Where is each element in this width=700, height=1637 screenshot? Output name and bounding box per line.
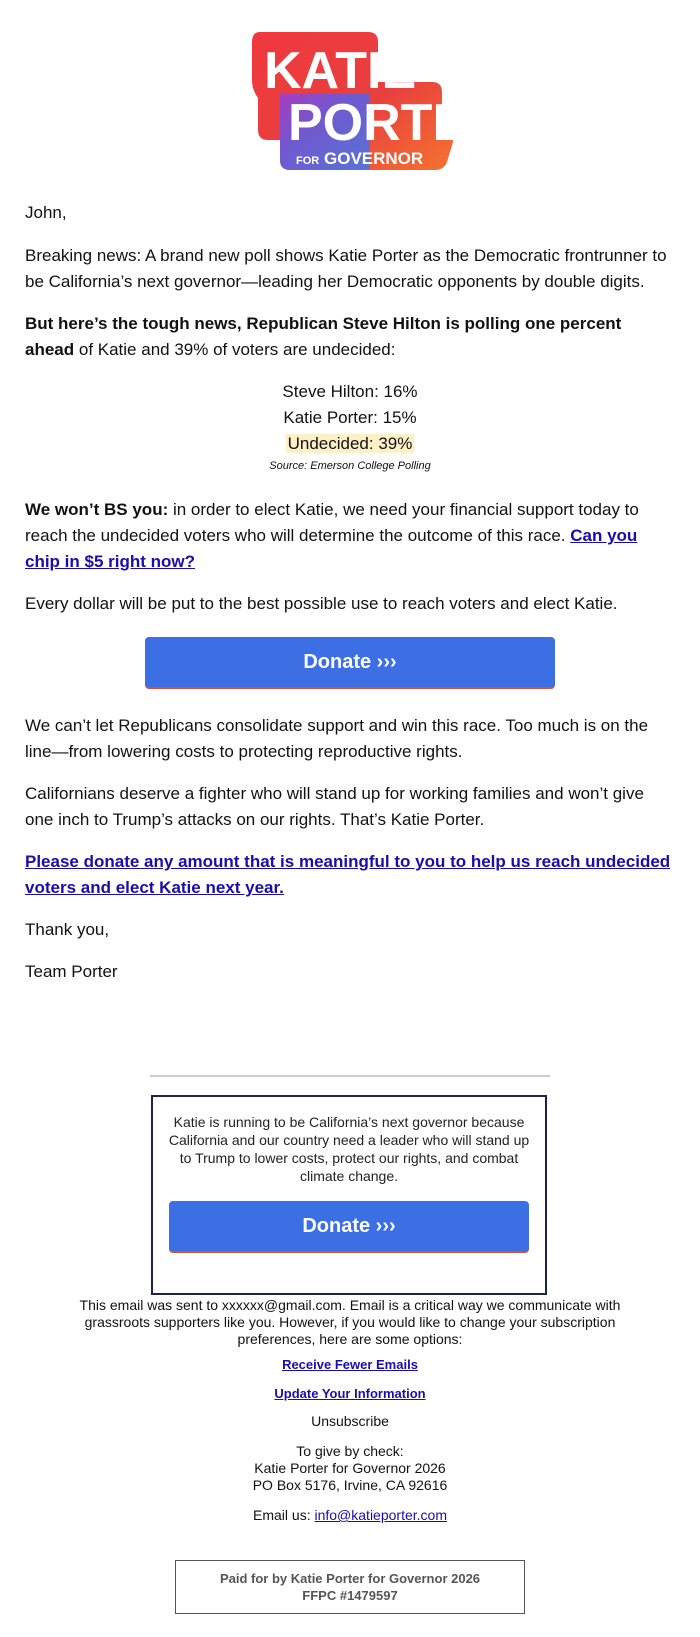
poll-line-undecided: Undecided: 39% — [287, 434, 413, 453]
signoff: Thank you, — [25, 920, 110, 939]
paragraph-financial-support — [25, 497, 675, 575]
footer-donate-button[interactable]: Donate ››› — [169, 1201, 529, 1253]
ffpc-line: FFPC #1479597 — [302, 1588, 398, 1603]
footer-divider — [150, 1075, 550, 1077]
footer-box-text: Katie is running to be California’s next governor because California and our country need a leader who will stand up to Trump to lower costs, protect our rights, and combat climate change. — [168, 1114, 530, 1184]
check-name: Katie Porter for Governor 2026 — [254, 1460, 446, 1476]
tough-news-bold: But here’s the tough news, Republican Steve Hilton is polling one percent ahead — [25, 314, 622, 359]
paragraph-every-dollar: Every dollar will be put to the best possible use to reach voters and elect Katie. — [25, 594, 618, 613]
chip-in-link[interactable]: Can you chip in $5 right now? — [25, 526, 638, 571]
email-contact-row — [70, 1507, 630, 1524]
poll-results — [25, 379, 675, 475]
paragraph-donate-ask — [25, 849, 675, 901]
update-information-link[interactable]: Update Your Information — [274, 1386, 426, 1401]
donate-button[interactable]: Donate ››› — [145, 637, 555, 689]
check-address: PO Box 5176, Irvine, CA 92616 — [252, 1477, 448, 1493]
bs-rest: in order to elect Katie, we need your financial support today to reach the undecided voters who will determine the outcome of this race. — [25, 500, 639, 545]
signature: Team Porter — [25, 962, 118, 981]
paid-for-line: Paid for by Katie Porter for Governor 2026 — [219, 1571, 481, 1586]
poll-source: Source: Emerson College Polling — [269, 460, 431, 472]
logo-line-porter: PORTER — [288, 94, 505, 152]
footer-donate-box — [151, 1095, 547, 1295]
email-label: Email us: — [253, 1507, 315, 1523]
subscription-notice: This email was sent to xxxxxx@gmail.com. Email is a critical way we communicate with grassroots supporters like you. However, if you would like to change your subscription preferences, here are some options: — [79, 1297, 621, 1347]
bs-bold: We won’t BS you: — [25, 500, 169, 519]
paragraph-breaking-news: Breaking news: A brand new poll shows Katie Porter as the Democratic frontrunner to be California’s next governor—leading her Democratic opponents by double digits. — [25, 246, 667, 291]
fewer-emails-row — [70, 1356, 630, 1373]
greeting: John, — [25, 203, 67, 222]
email-body — [25, 200, 675, 1001]
paragraph-fighter: Californians deserve a fighter who will stand up for working families and won’t give one inch to Trump’s attacks on our rights. That’s Katie Porter. — [25, 784, 644, 829]
paragraph-republicans: We can’t let Republicans consolidate support and win this race. Too much is on the line—from lowering costs to protecting reproductive rights. — [25, 716, 649, 761]
poll-line-hilton: Steve Hilton: 16% — [282, 382, 418, 401]
logo-line-katie: KATIE — [264, 42, 417, 100]
receive-fewer-emails-link[interactable]: Receive Fewer Emails — [282, 1357, 418, 1372]
tough-news-rest: of Katie and 39% of voters are undecided: — [74, 340, 396, 359]
paid-for-disclaimer — [175, 1560, 525, 1614]
logo-line-governor: GOVERNOR — [324, 149, 424, 168]
contact-email-link[interactable]: info@katieporter.com — [314, 1507, 447, 1523]
unsubscribe-link[interactable]: Unsubscribe — [311, 1413, 389, 1429]
update-info-row — [70, 1385, 630, 1402]
paragraph-tough-news — [25, 311, 675, 363]
campaign-logo — [250, 30, 505, 172]
poll-line-porter: Katie Porter: 15% — [283, 408, 417, 427]
logo-line-for: FOR — [296, 155, 320, 167]
check-heading: To give by check: — [296, 1443, 404, 1459]
donate-any-amount-link[interactable]: Please donate any amount that is meaningful to you to help us reach undecided voters and elect Katie next year. — [25, 852, 671, 897]
